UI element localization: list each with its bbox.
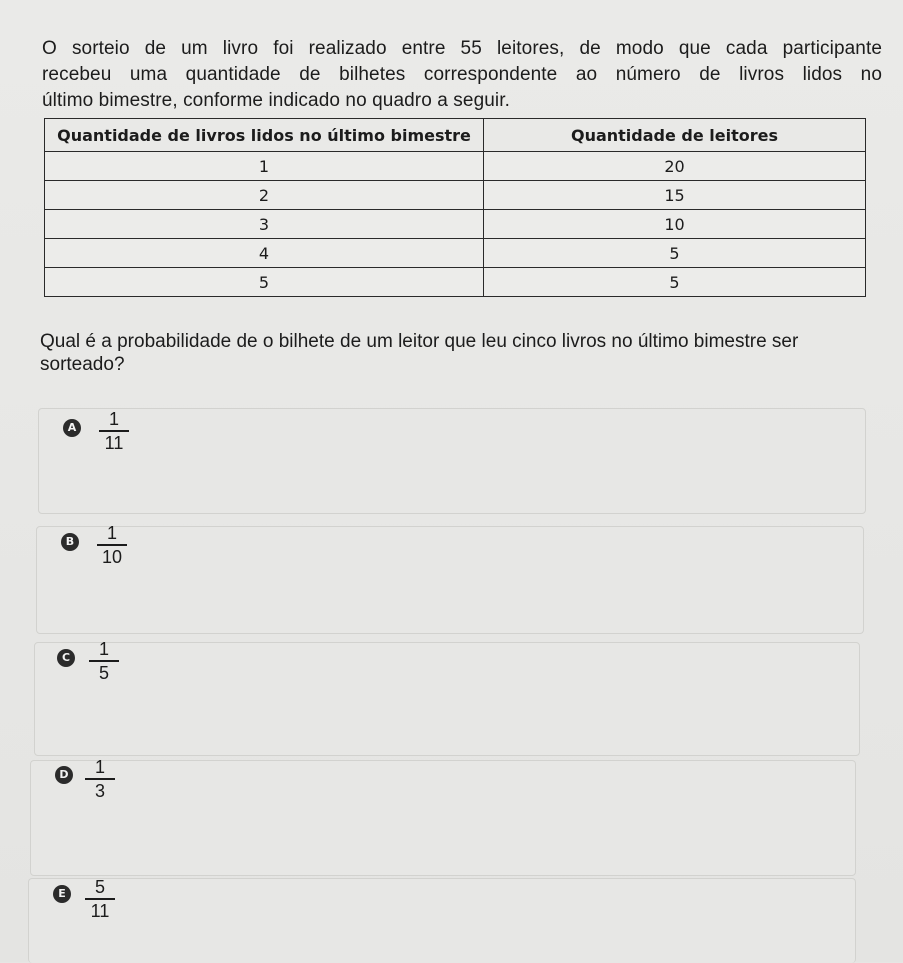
option-fraction: [95, 523, 129, 567]
fraction-numerator: 1: [98, 639, 109, 659]
fraction-bar: [85, 898, 115, 900]
table-cell-books: 4: [45, 239, 484, 268]
option-fraction: [83, 877, 117, 921]
fraction-numerator: 1: [106, 523, 117, 543]
question-statement: [42, 36, 882, 114]
data-table: [44, 118, 866, 297]
table-cell-readers: 5: [484, 268, 866, 297]
statement-line: último bimestre, conforme indicado no quadro a seguir.: [42, 90, 510, 111]
fraction-denominator: 11: [90, 901, 110, 921]
table-cell-books: 1: [45, 152, 484, 181]
fraction-bar: [85, 778, 115, 780]
option-e[interactable]: [28, 878, 856, 963]
column-header-readers: Quantidade de leitores: [484, 119, 866, 152]
column-header-books-read: Quantidade de livros lidos no último bimestre: [45, 119, 484, 152]
option-a[interactable]: [38, 408, 866, 514]
fraction-numerator: 5: [94, 877, 105, 897]
option-b[interactable]: [36, 523, 864, 634]
option-letter-badge: B: [61, 533, 79, 551]
fraction-numerator: 1: [108, 409, 119, 429]
table-cell-readers: 15: [484, 181, 866, 210]
option-letter-badge: C: [57, 649, 75, 667]
table-row: [45, 268, 866, 297]
fraction-denominator: 11: [104, 433, 124, 453]
table-cell-readers: 5: [484, 239, 866, 268]
table-cell-readers: 20: [484, 152, 866, 181]
option-letter-badge: D: [55, 766, 73, 784]
fraction-denominator: 3: [94, 781, 105, 801]
table-cell-books: 3: [45, 210, 484, 239]
fraction-denominator: 5: [98, 663, 109, 683]
table-row: [45, 181, 866, 210]
table-cell-books: 5: [45, 268, 484, 297]
fraction-numerator: 1: [94, 757, 105, 777]
fraction-bar: [97, 544, 127, 546]
table-row: [45, 152, 866, 181]
table-header-row: [45, 119, 866, 152]
option-c[interactable]: [34, 639, 860, 756]
statement-line: recebeu uma quantidade de bilhetes correspondente ao número de livros lidos no: [42, 64, 882, 85]
fraction-bar: [99, 430, 129, 432]
option-fraction: [83, 757, 117, 801]
fraction-denominator: 10: [101, 547, 123, 567]
table-row: [45, 210, 866, 239]
table-cell-readers: 10: [484, 210, 866, 239]
statement-line: O sorteio de um livro foi realizado entre 55 leitores, de modo que cada participante: [42, 38, 882, 59]
option-fraction: [97, 409, 131, 453]
question-text: Qual é a probabilidade de o bilhete de um leitor que leu cinco livros no último bimestre ser sorteado?: [40, 331, 799, 375]
option-fraction: [87, 639, 121, 683]
option-letter-badge: E: [53, 885, 71, 903]
option-d[interactable]: [30, 757, 856, 876]
option-letter-badge: A: [63, 419, 81, 437]
fraction-bar: [89, 660, 119, 662]
table-cell-books: 2: [45, 181, 484, 210]
table-row: [45, 239, 866, 268]
